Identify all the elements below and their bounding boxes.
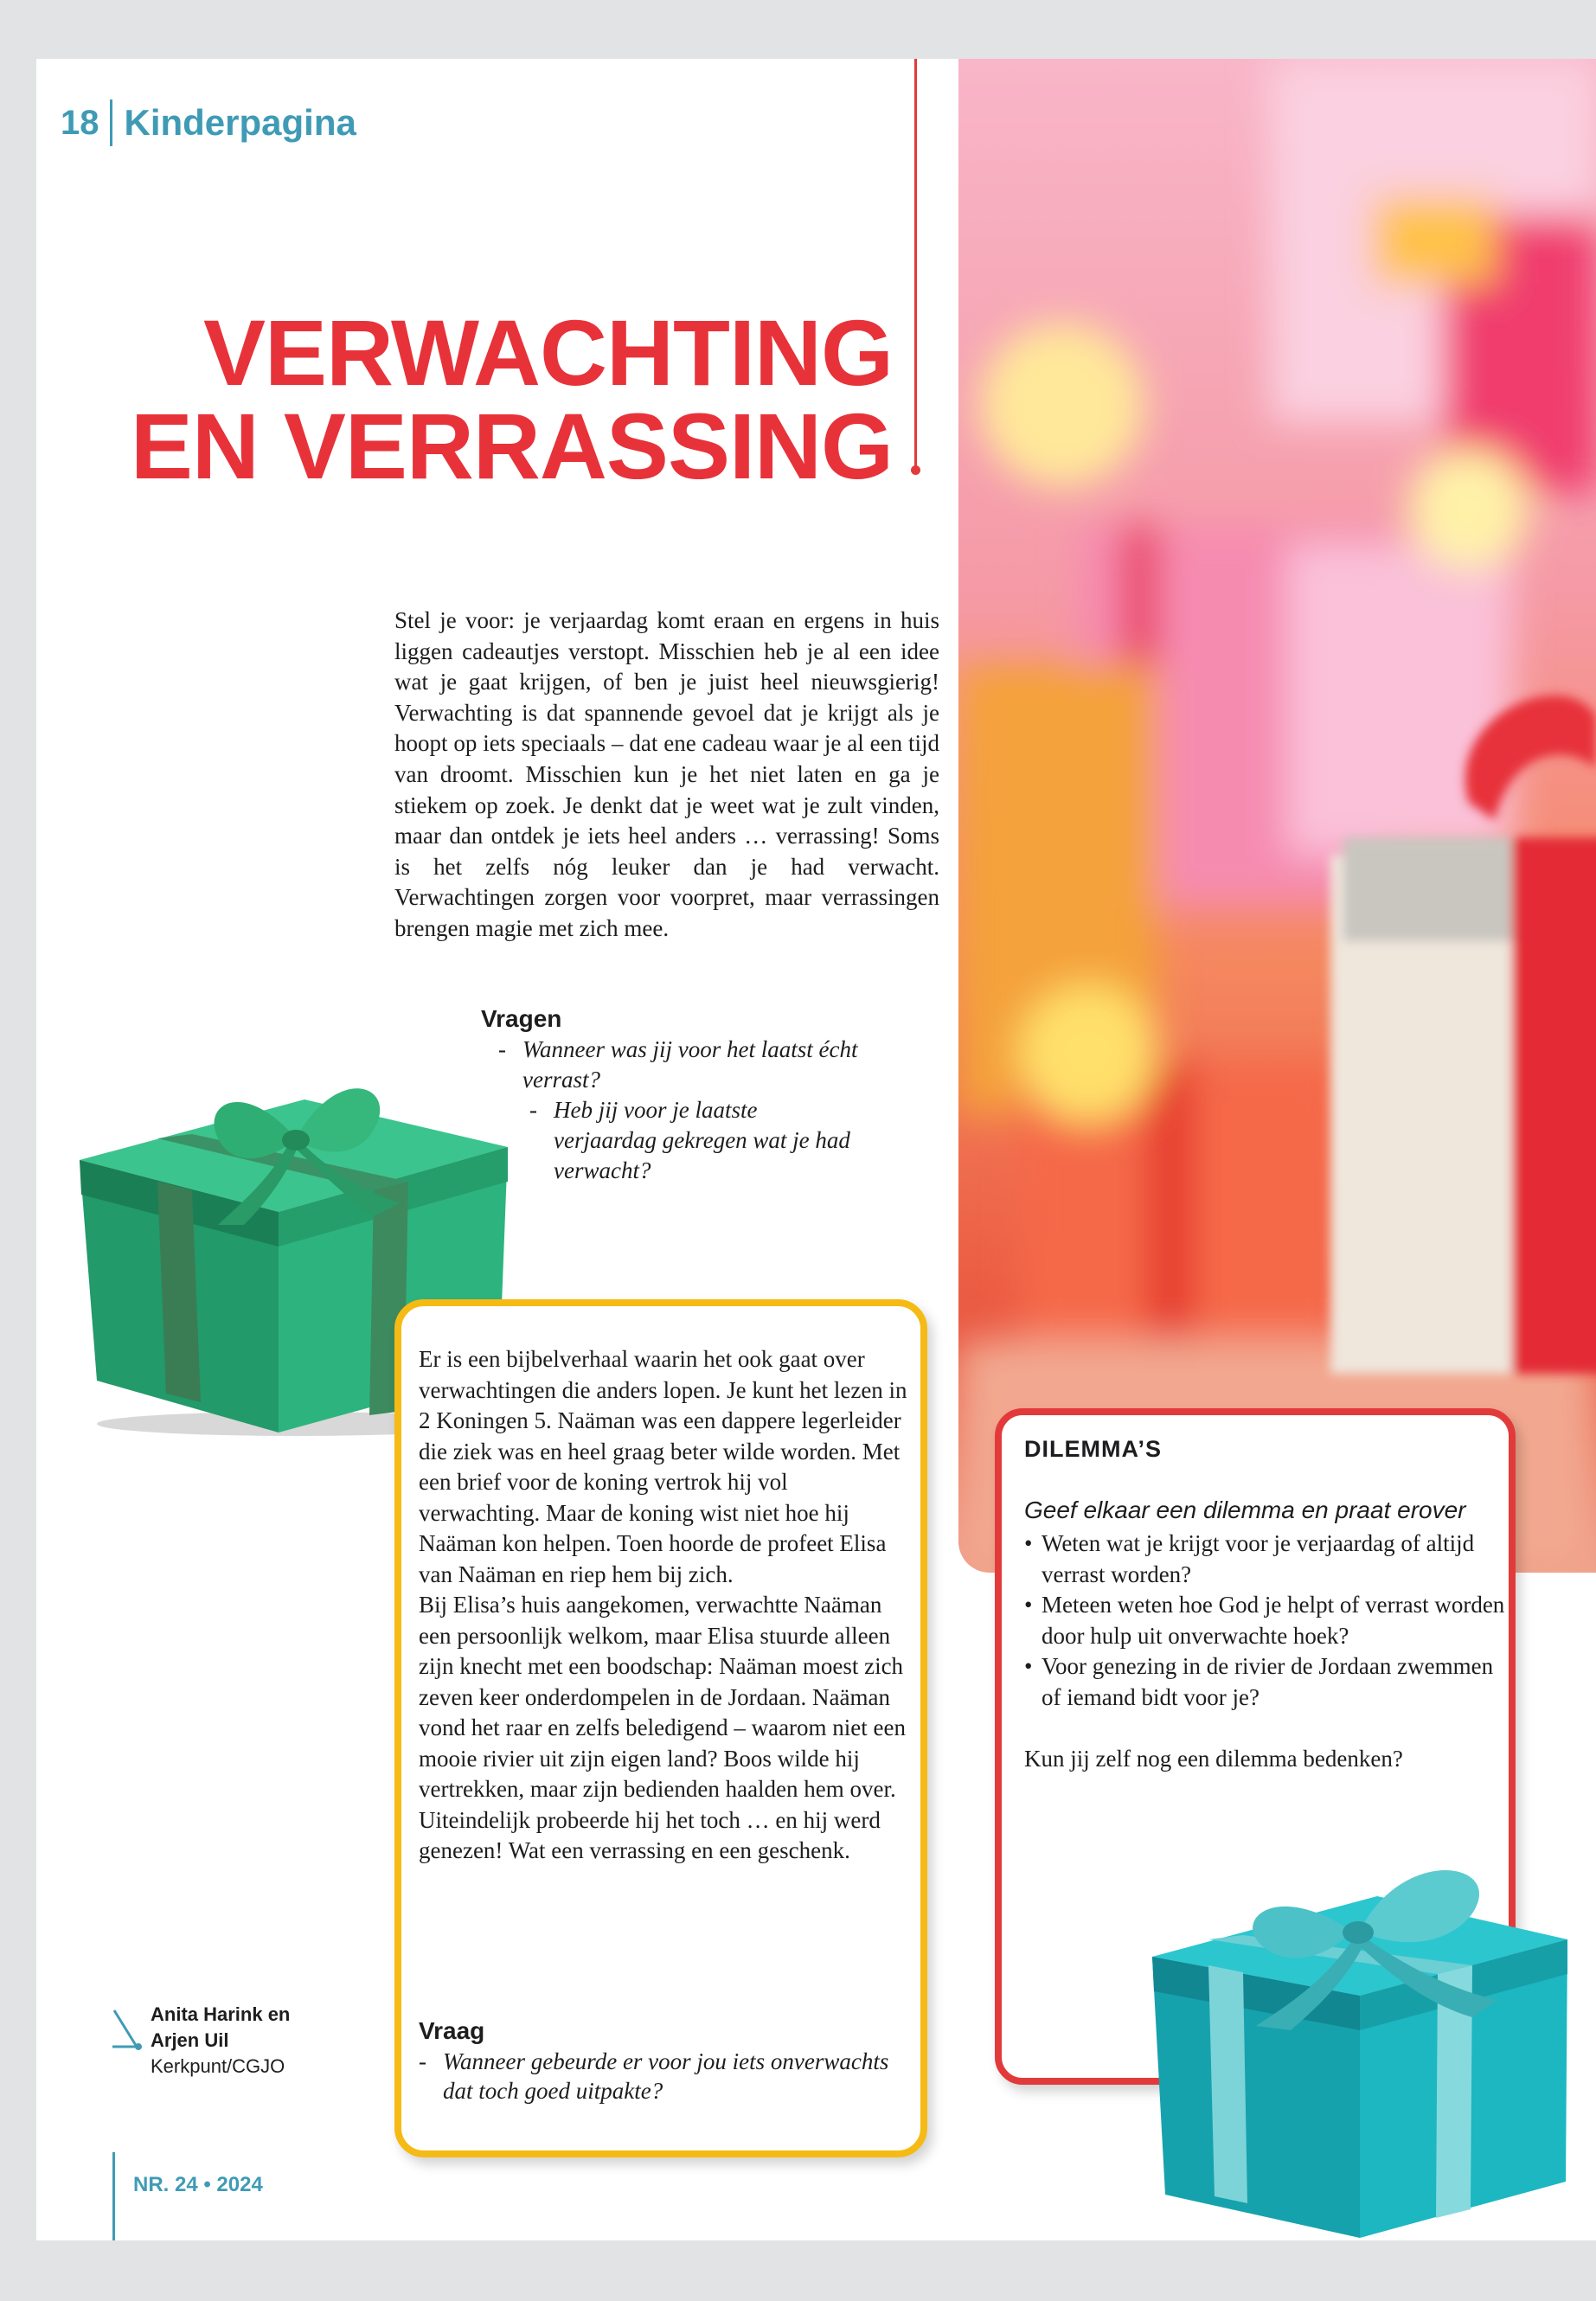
author-names-2: Arjen Uil — [151, 2029, 229, 2051]
dilemma-content — [1024, 1436, 1509, 1774]
author-arrow-icon — [109, 2007, 144, 2055]
magazine-page — [36, 59, 1596, 2240]
author-names-1: Anita Harink en — [151, 2003, 291, 2025]
question-item: - Heb jij voor je laatste verjaardag gekregen wat je had verwacht? — [529, 1097, 850, 1183]
author-organization: Kerkpunt/CGJO — [151, 2055, 285, 2077]
story-paragraph-1: Er is een bijbelverhaal waarin het ook gaat over verwachtingen die anders lopen. Je kunt het lezen in 2 Koningen 5. Naäman was een dappere legerleider die ziek was en heel graag beter wilde worden. Met een brief voor de koning vertrok hij vol verwachting. Maar de koning wist niet hoe hij Naäman kon helpen. Toen hoorde de profeet Elisa van Naäman en riep hem bij zich. — [419, 1346, 907, 1587]
author-credit — [151, 2002, 290, 2080]
intro-text — [394, 606, 939, 945]
dilemma-subheading: Geef elkaar een dilemma en praat erover — [1024, 1497, 1466, 1523]
footer-rule — [112, 2152, 115, 2240]
teal-gift-icon — [1144, 1810, 1585, 2240]
section-title: Kinderpagina — [124, 102, 356, 143]
title-rule — [914, 59, 917, 471]
dilemma-item: • Voor genezing in de rivier de Jordaan zwemmen of iemand bidt voor je? — [1024, 1651, 1509, 1713]
title-line-2: EN VERRASSING — [130, 394, 893, 498]
page-number: 18 — [61, 103, 99, 142]
dilemma-heading: DILEMMA’S — [1024, 1436, 1163, 1462]
dilemma-closing: Kun jij zelf nog een dilemma bedenken? — [1024, 1746, 1403, 1772]
issue-footer: NR. 24 • 2024 — [133, 2173, 263, 2196]
story-paragraph-2: Bij Elisa’s huis aangekomen, verwachtte Naäman een persoonlijk welkom, maar Elisa stuurde alleen zijn knecht met een boodschap: Naäman moest zich zeven keer onderdompelen in de Jordaan. Naäman vond het raar en zelfs beledigend – waarom niet een mooie rivier uit zijn eigen land? Boos wilde hij vertrekken, maar zijn bedienden haalden hem over. Uiteindelijk probeerde hij het toch … en hij werd genezen! Wat een verrassing en een geschenk. — [419, 1592, 907, 1863]
intro-paragraph: Stel je voor: je verjaardag komt eraan en ergens in huis liggen cadeautjes verstopt. Misschien heb je al een idee wat je gaat krijgen, of ben je juist heel nieuwsgierig! Verwachting is dat spannende gevoel dat je krijgt als je hoopt op iets speciaals – dat ene cadeau waar je al een tijd van droomt. Misschien kun je het niet laten en ga je stiekem op zoek. Je denkt dat je weet wat je zult vinden, maar dan ontdek je iets heel anders … verrassing! Soms is het zelfs nóg leuker dan je had verwacht. Verwachtingen zorgen voor voorpret, maar verrassingen brengen magie met zich mee. — [394, 607, 939, 941]
page-header — [61, 97, 356, 149]
story-question-text: Wanneer gebeurde er voor jou iets onverwachts dat toch goed uitpakte? — [443, 2048, 889, 2104]
gifts-photo — [958, 59, 1596, 1573]
title-line-1: VERWACHTING — [202, 300, 893, 405]
story-question — [419, 2016, 903, 2106]
question-2: Heb jij voor je laatste verjaardag gekregen wat je had verwacht? — [554, 1097, 850, 1183]
title-rule-dot — [911, 465, 920, 475]
dilemma-item: • Meteen weten hoe God je helpt of verrast worden door hulp uit onverwachte hoek? — [1024, 1590, 1509, 1651]
question-1: Wanneer was jij voor het laatst écht verrast? — [522, 1036, 858, 1093]
questions-label: Vragen — [481, 1005, 562, 1032]
questions-block — [481, 1003, 931, 1186]
page-title — [88, 300, 893, 498]
dilemma-list — [1024, 1529, 1509, 1713]
dilemma-item: • Weten wat je krijgt voor je verjaardag of altijd verrast worden? — [1024, 1529, 1509, 1590]
header-divider — [110, 99, 112, 146]
story-question-item: - Wanneer gebeurde er voor jou iets onverwachts dat toch goed uitpakte? — [419, 2048, 889, 2104]
story-question-label: Vraag — [419, 2017, 485, 2044]
question-item: - Wanneer was jij voor het laatst écht verrast? — [498, 1036, 858, 1093]
story-text — [419, 1344, 912, 1867]
